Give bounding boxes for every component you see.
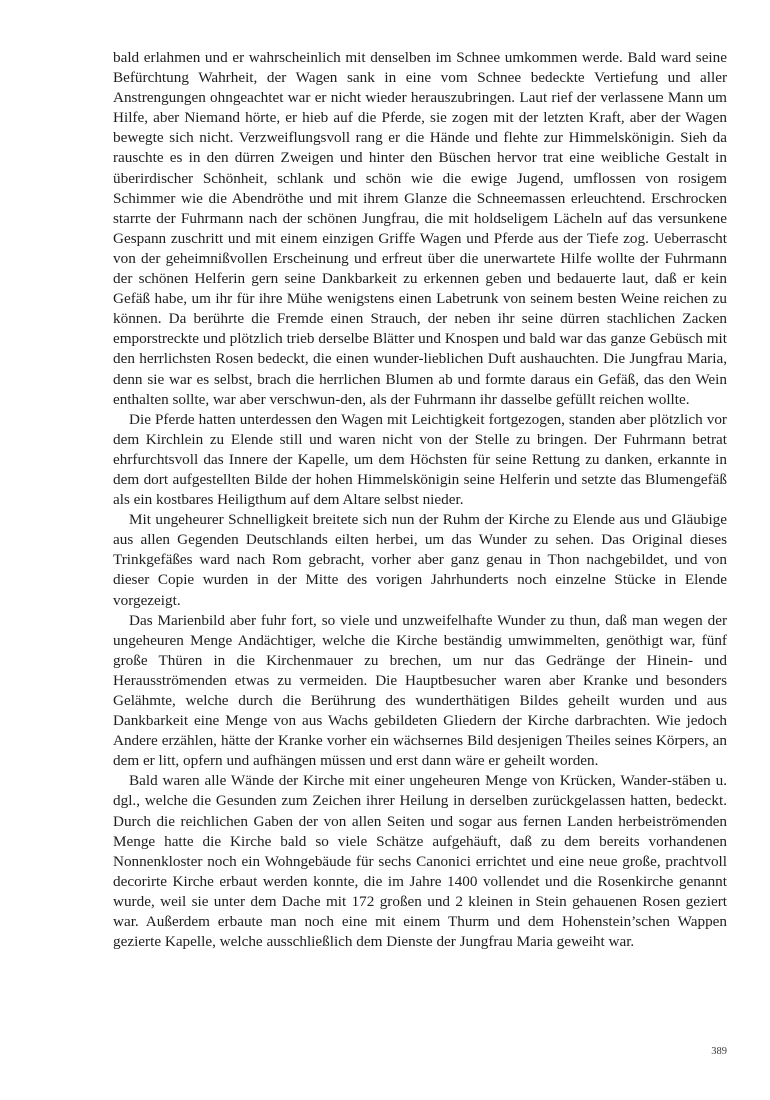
paragraph-5: Bald waren alle Wände der Kirche mit einer ungeheuren Menge von Krücken, Wander-stäben u. dgl., welche die Gesunden zum Zeichen ihrer Heilung in derselben zurückgelassen hatten, bedeckt. Durch die reichlichen Gaben der von allen Seiten und sogar aus fernen Landen herbeiströmenden Menge hatte die Kirche bald so viele Schätze aufgehäuft, daß zu dem bereits vorhandenen Nonnenkloster noch ein Wohngebäude für sechs Canonici errichtet und eine neue große, prachtvoll decorirte Kirche erbaut werden konnte, die im Jahre 1400 vollendet und die Rosenkirche genannt wurde, weil sie unter dem Dache mit 172 großen und 2 kleinen in Stein gehauenen Rosen geziert war. Außerdem erbaute man noch eine mit einem Thurm und dem Hohenstein’schen Wappen gezierte Kapelle, welche ausschließlich dem Dienste der Jungfrau Maria geweiht war.	[113, 772, 727, 951]
paragraph-4: Das Marienbild aber fuhr fort, so viele und unzweifelhafte Wunder zu thun, daß man wegen der ungeheuren Menge Andächtiger, welche die Kirche beständig umwimmelten, genöthigt war, fünf große Thüren in die Kirchenmauer zu brechen, um nur das Gedränge der Hinein- und Herausströmenden etwas zu vermeiden. Die Hauptbesucher waren aber Kranke und besonders Gelähmte, welche durch die Berührung des wunderthätigen Bildes geheilt wurden und aus Dankbarkeit eine Menge von aus Wachs gebildeten Gliedern der Kirche darbrachten. Wie jedoch Andere erzählen, hätte der Kranke vorher ein wächsernes Bild desjenigen Theiles seines Körpers, an dem er litt, opfern und aufhängen müssen und erst dann wäre er geheilt worden.	[113, 611, 727, 770]
paragraph-3: Mit ungeheurer Schnelligkeit breitete sich nun der Ruhm der Kirche zu Elende aus und Gläubige aus allen Gegenden Deutschlands eilten herbei, um das Wunder zu sehen. Das Original dieses Trinkgefäßes ward nach Rom gebracht, vorher aber ganz genau in Thon nachgebildet, und von dieser Copie wurden in der Mitte des vorigen Jahrhunderts noch einzelne Stücke in Elende vorgezeigt.	[113, 511, 727, 609]
page-body	[113, 48, 727, 952]
page-number: 389	[711, 1046, 727, 1057]
paragraph-2: Die Pferde hatten unterdessen den Wagen mit Leichtigkeit fortgezogen, standen aber plötzlich vor dem Kirchlein zu Elende still und waren nicht von der Stelle zu bringen. Der Fuhrmann betrat ehrfurchtsvoll das Innere der Kapelle, um dem Höchsten für seine Rettung zu danken, erkannte in dem dort aufgestellten Bilde der hohen Himmelskönigin seine Helferin und setzte das Blumengefäß als ein kostbares Heiligthum auf dem Altare selbst nieder.	[113, 410, 727, 509]
paragraph-1: bald erlahmen und er wahrscheinlich mit denselben im Schnee umkommen werde. Bald ward seine Befürchtung Wahrheit, der Wagen sank in eine vom Schnee bedeckte Vertiefung und aller Anstrengungen ohngeachtet war er nicht wieder herauszubringen. Laut rief der verlassene Mann um Hilfe, aber Niemand hörte, er hieb auf die Pferde, sie zogen mit der letzten Kraft, aber der Wagen bewegte sich nicht. Verzweiflungsvoll rang er die Hände und flehte zur Himmelskönigin. Sieh da rauschte es in den dürren Zweigen und hinter den Büschen hervor trat eine weibliche Gestalt in überirdischer Schönheit, schlank und schön wie die ewige Jugend, umflossen von rosigem Schimmer wie die Abendröthe und mit ihrem Glanze die Schneemassen erleuchtend. Erschrocken starrte der Fuhrmann nach der schönen Jungfrau, die mit holdseligem Lächeln auf das versunkene Gespann zuschritt und mit einem einzigen Griffe Wagen und Pferde aus der Tiefe zog. Ueberrascht von der geheimnißvollen Erscheinung und erfreut über die unerwartete Hilfe wollte der Fuhrmann der schönen Helferin gern seine Dankbarkeit zu erkennen geben und bedauerte laut, daß er kein Gefäß habe, um ihr für ihre Mühe wenigstens einen Labetrunk von seinem besten Weine reichen zu können. Da berührte die Fremde einen Strauch, der neben ihr seine dürren stachlichen Zacken emporstreckte und plötzlich trieb derselbe Blätter und Knospen und bald war das ganze Gebüsch mit den herrlichsten Rosen bedeckt, die einen wunder-lieblichen Duft aushauchten. Die Jungfrau Maria, denn sie war es selbst, brach die herrlichen Blumen ab und formte daraus ein Gefäß, das den Wein enthalten sollte, war aber verschwun-den, als der Fuhrmann ihr dasselbe gefüllt reichen wollte.	[113, 49, 727, 408]
